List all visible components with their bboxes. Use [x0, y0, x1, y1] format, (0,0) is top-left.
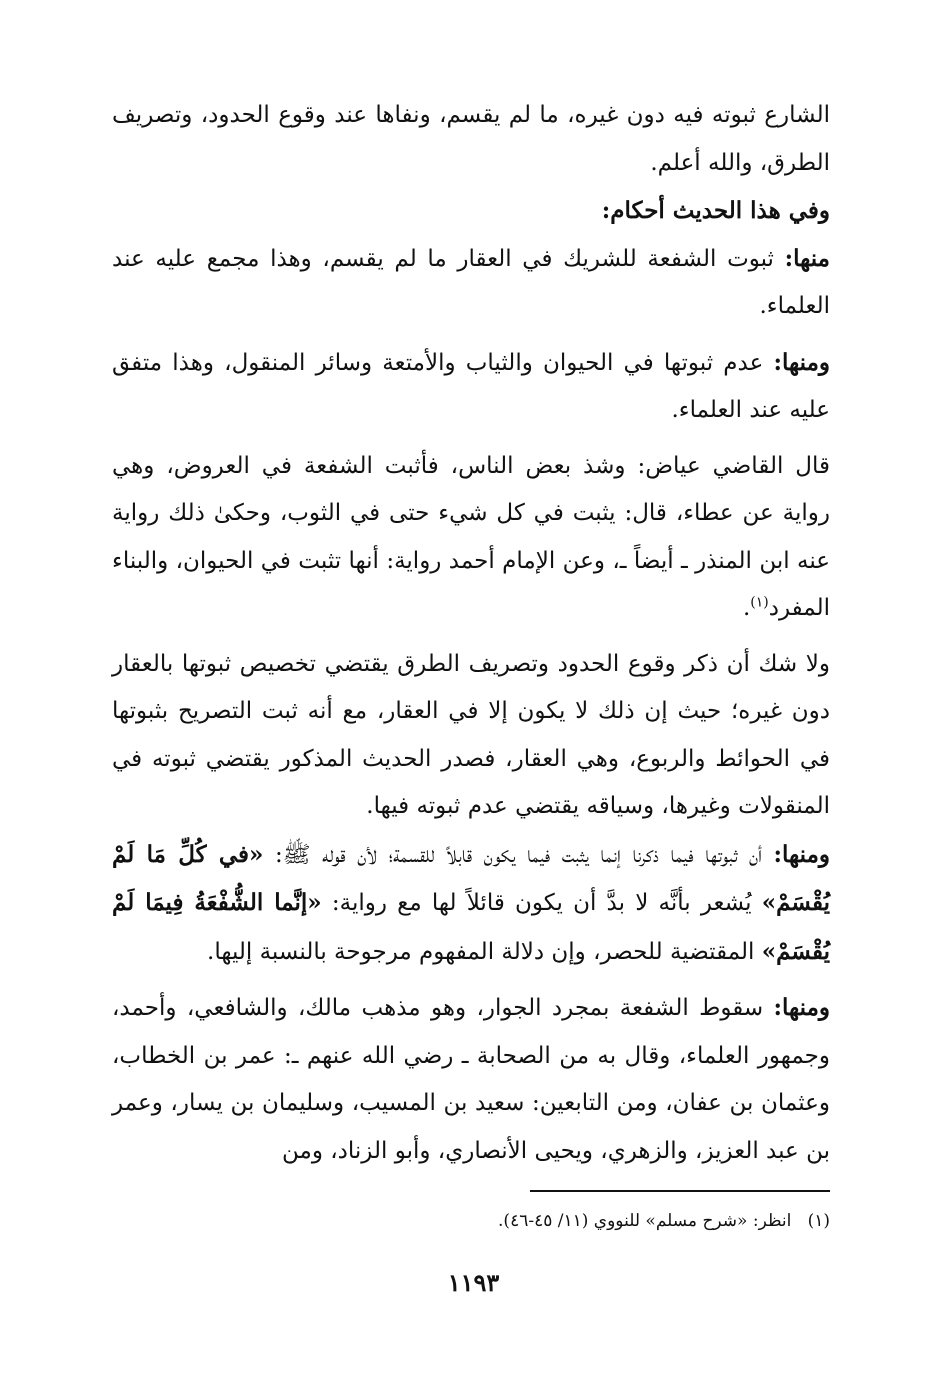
- paragraph-5-text: ولا شك أن ذكر وقوع الحدود وتصريف الطرق يقتضي تخصيص ثبوتها بالعقار دون غيره؛ حيث إن ذلك لا يكون إلا في العقار، مع أنه ثبت التصريح بثبوتها في الحوائط والربوع، وهي العقار، فصدر الحديث المذكور يقتضي ثبوته في المنقولات وغيرها، وسياقه يقتضي عدم ثبوته فيها.: [112, 650, 830, 819]
- paragraph-5: [112, 641, 830, 831]
- paragraph-2-lead: منها:: [784, 244, 830, 272]
- paragraph-7-text: سقوط الشفعة بمجرد الجوار، وهو مذهب مالك، والشافعي، وأحمد، وجمهور العلماء، وقال به من الصحابة ـ رضي الله عنهم ـ: عمر بن الخطاب، وعثمان بن عفان، ومن التابعين: سعيد بن المسيب، وسليمان بن يسار، وعمر بن عبد العزيز، والزهري، ويحيى الأنصاري، وأبو الزناد، ومن: [112, 995, 830, 1164]
- footnote: [130, 1206, 830, 1236]
- paragraph-6-text-b: يُشعر بأنَّه لا بدَّ أن يكون قائلاً لها مع رواية:: [321, 890, 762, 916]
- page-body: [112, 92, 830, 1175]
- paragraph-1-text: الشارع ثبوته فيه دون غيره، ما لم يقسم، ونفاها عند وقوع الحدود، وتصريف الطرق، والله أعلم.: [112, 102, 830, 176]
- paragraph-1: [112, 92, 830, 187]
- paragraph-6-text-a: أن ثبوتها فيما ذكرنا إنما يثبت فيما يكون قابلاً للقسمة؛ لأن قوله ﷺ:: [263, 841, 774, 868]
- paragraph-3-text: عدم ثبوتها في الحيوان والثياب والأمتعة وسائر المنقول، وهذا متفق عليه عند العلماء.: [112, 349, 830, 423]
- footnote-reference[interactable]: (١): [750, 594, 769, 611]
- page-number: ١١٩٣: [447, 1268, 500, 1297]
- paragraph-6-text-c: المقتضية للحصر، وإن دلالة المفهوم مرجوحة بالنسبة إليها.: [207, 938, 762, 965]
- paragraph-4: [112, 443, 830, 633]
- paragraph-6: [112, 831, 830, 977]
- paragraph-7-lead: ومنها:: [773, 994, 830, 1021]
- footnote-number: (١): [807, 1211, 830, 1231]
- paragraph-6-lead: ومنها:: [773, 840, 830, 868]
- footnote-divider: [530, 1190, 830, 1192]
- section-heading: [112, 187, 830, 235]
- hadith-quote-2: «إنَّما الشُّفْعَةُ فِيمَا لَمْ يُقْسَمْ»: [112, 889, 830, 965]
- paragraph-4-tail: .: [742, 595, 751, 621]
- paragraph-3: [112, 339, 830, 435]
- paragraph-2: [112, 235, 830, 331]
- paragraph-2-text: ثبوت الشفعة للشريك في العقار ما لم يقسم، وهذا مجمع عليه عند العلماء.: [112, 245, 830, 319]
- section-heading-text: وفي هذا الحديث أحكام:: [601, 197, 830, 224]
- paragraph-7: [112, 984, 830, 1175]
- hadith-quote-1: «في كُلِّ مَا لَمْ يُقْسَمْ»: [112, 840, 830, 916]
- paragraph-4-text: قال القاضي عياض: وشذ بعض الناس، فأثبت الشفعة في العروض، وهي رواية عن عطاء، قال: يثبت في كل شيء حتى في الثوب، وحكىٰ ذلك رواية عنه ابن المنذر ـ أيضاً ـ، وعن الإمام أحمد رواية: أنها تثبت في الحيوان، والبناء المفرد: [112, 452, 830, 621]
- footnote-text: انظر: «شرح مسلم» للنووي (١١/ ٤٥-٤٦).: [498, 1211, 792, 1231]
- paragraph-3-lead: ومنها:: [773, 348, 830, 376]
